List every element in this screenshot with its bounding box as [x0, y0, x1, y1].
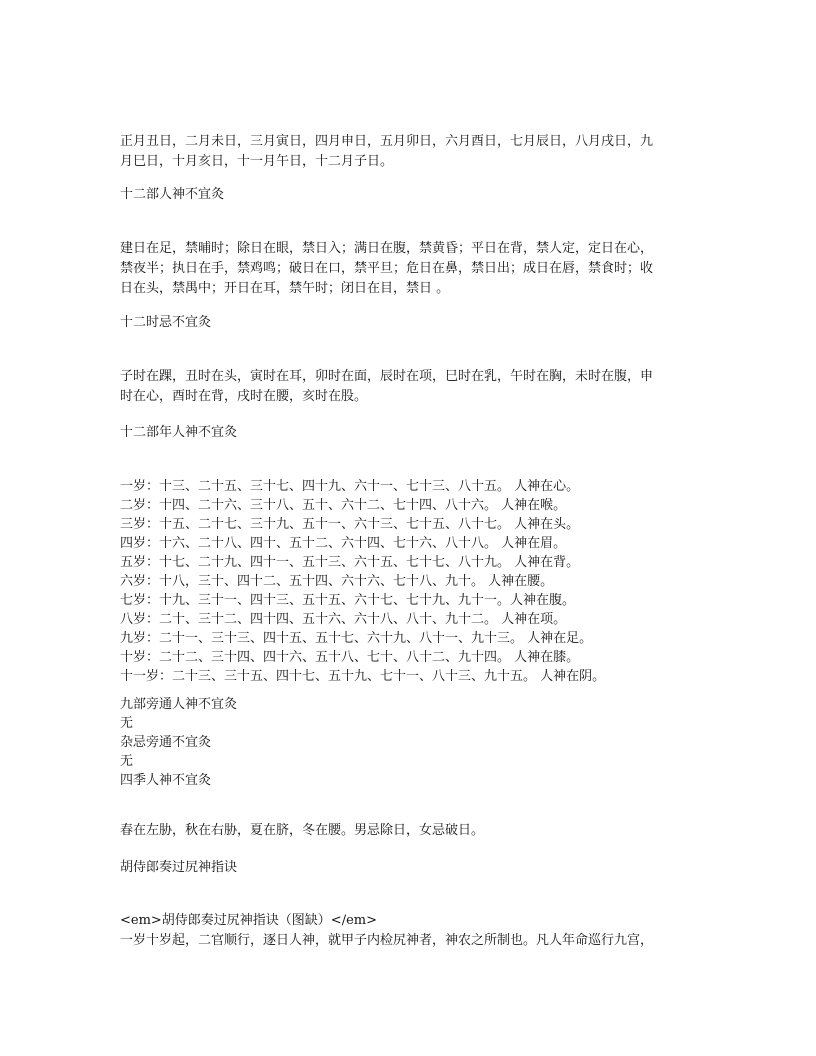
text-line: 建日在足，禁晡时；除日在眼，禁日入；满日在腹，禁黄昏；平日在背，禁人定，定日在心， [120, 241, 654, 256]
paragraph-month-days [120, 132, 698, 172]
text-line: 时在心，酉时在背，戌时在腰，亥时在股。 [120, 389, 368, 404]
list-item: 九岁：二十一、三十三、四十五、五十七、六十九、八十一、九十三。 人神在足。 [120, 631, 593, 646]
paragraph-hour-gods [120, 367, 698, 407]
list-item: 五岁：十七、二十九、四十一、五十三、六十五、七十七、八十九。 人神在背。 [120, 555, 580, 570]
text-line: 子时在踝，丑时在头，寅时在耳，卯时在面，辰时在项，巳时在乳，午时在胸，未时在腹，申 [120, 369, 654, 384]
heading-nine-parts: 九部旁通人神不宜灸 [120, 697, 238, 712]
list-year-gods [120, 477, 698, 686]
list-item: 四岁：十六、二十八、四十、五十二、六十四、七十六、八十八。 人神在眉。 [120, 536, 567, 551]
list-item: 十岁：二十二、三十四、四十六、五十八、七十、八十二、九十四。 人神在膝。 [120, 650, 580, 665]
paragraph-day-gods [120, 239, 698, 299]
paragraph-seasons: 春在左胁，秋在右胁，夏在脐，冬在腰。男忌除日，女忌破日。 [120, 823, 485, 838]
heading-hu-shilang: 胡侍郎奏过尻神指诀 [120, 860, 238, 875]
heading-misc-taboo: 杂忌旁通不宜灸 [120, 735, 212, 750]
list-item: 六岁：十八，三十、四十二、五十四、六十六、七十八、九十。 人神在腰。 [120, 574, 554, 589]
heading-twelve-parts: 十二部人神不宜灸 [120, 187, 225, 202]
text-line: 禁夜半；执日在手，禁鸡鸣；破日在口，禁平旦；危日在鼻，禁日出；成日在唇，禁食时；收 [120, 261, 654, 276]
text-none: 无 [120, 716, 134, 731]
text-line: 一岁十岁起，二官顺行，逐日人神，就甲子内检尻神者，神农之所制也。凡人年命巡行九宫， [120, 933, 654, 948]
text-line: <em>胡侍郎奏过尻神指诀（图缺）</em> [120, 913, 377, 928]
text-line: 日在头，禁禺中；开日在耳，禁午时；闭日在目，禁日 。 [120, 281, 450, 296]
text-line: 月巳日，十月亥日，十一月午日，十二月子日。 [120, 154, 394, 169]
heading-year-gods: 十二部年人神不宜灸 [120, 425, 238, 440]
text-none: 无 [120, 754, 134, 769]
text-line: 正月丑日，二月未日，三月寅日，四月申日，五月卯日，六月酉日，七月辰日，八月戌日，九 [120, 134, 654, 149]
heading-four-seasons: 四季人神不宜灸 [120, 773, 212, 788]
list-item: 三岁：十五、二十七、三十九、五十一、六十三、七十五、八十七。 人神在头。 [120, 517, 580, 532]
list-item: 二岁：十四、二十六、三十八、五十、六十二、七十四、八十六。 人神在喉。 [120, 498, 567, 513]
list-item: 一岁：十三、二十五、三十七、四十九、六十一、七十三、八十五。 人神在心。 [120, 479, 580, 494]
list-item: 七岁：十九、三十一、四十三、五十五、六十七、七十九、九十一。人神在腹。 [120, 593, 576, 608]
short-sections [120, 695, 698, 790]
list-item: 十一岁：二十三、三十五、四十七、五十九、七十一、八十三、九十五。 人神在阴。 [120, 669, 606, 684]
heading-twelve-hours: 十二时忌不宜灸 [120, 315, 212, 330]
list-item: 八岁：二十、三十二、四十四、五十六、六十八、八十、九十二。 人神在项。 [120, 612, 567, 627]
paragraph-hu-shilang [120, 911, 698, 951]
